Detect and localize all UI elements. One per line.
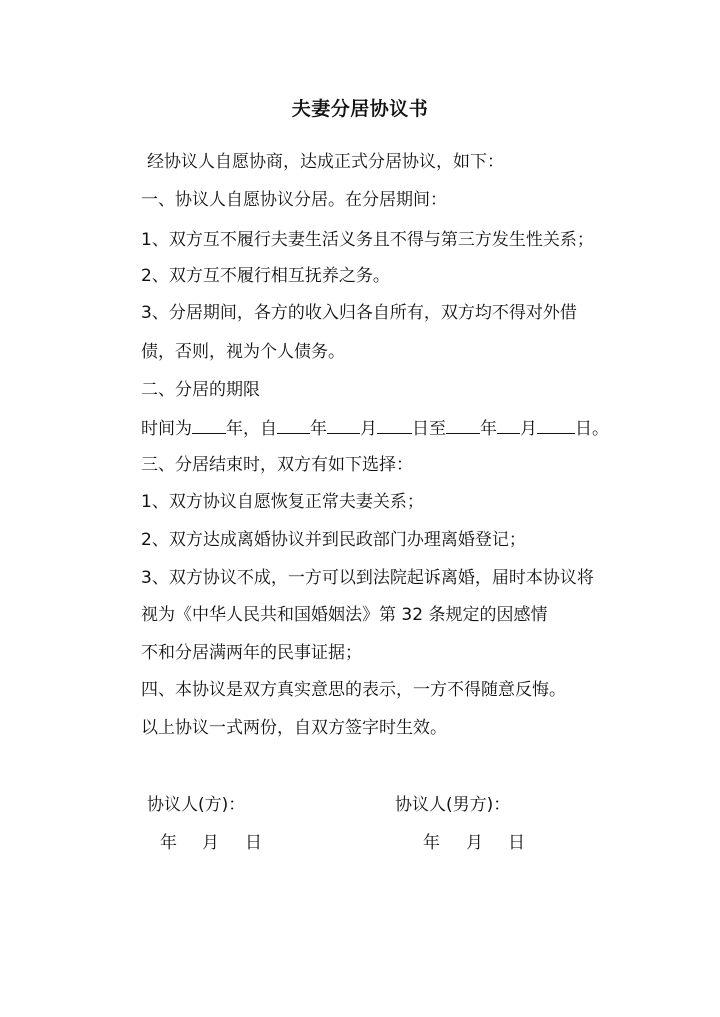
period-text-6: 年 — [480, 419, 497, 439]
section-2-heading: 二、分居的期限 — [141, 380, 260, 400]
period-text-2: 年，自 — [226, 419, 277, 439]
signature-label-right: 协议人(男方)： — [395, 795, 511, 815]
section-3-item-1: 1、双方协议自愿恢复正常夫妻关系； — [141, 492, 424, 512]
section-1-item-3-line-2: 债，否则，视为个人债务。 — [141, 342, 345, 362]
blank-field-start-day — [377, 416, 412, 434]
left-date-day: 日 — [245, 833, 262, 853]
section-1-heading: 一、协议人自愿协议分居。在分居期间： — [141, 190, 447, 210]
section-1-item-3-line-1: 3、分居期间，各方的收入归各自所有，双方均不得对外借 — [141, 303, 577, 323]
section-3-item-2: 2、双方达成离婚协议并到民政部门办理离婚登记； — [141, 530, 526, 550]
intro-paragraph: 经协议人自愿协商，达成正式分居协议，如下： — [147, 152, 504, 172]
right-date-year: 年 — [423, 833, 440, 853]
section-1-item-1: 1、双方互不履行夫妻生活义务且不得与第三方发生性关系； — [141, 230, 594, 250]
right-date-month: 月 — [466, 833, 483, 853]
document-title: 夫妻分居协议书 — [291, 98, 429, 120]
blank-field-years — [192, 416, 226, 434]
blank-field-end-day — [537, 416, 575, 434]
section-3-item-3-line-1: 3、双方协议不成，一方可以到法院起诉离婚，届时本协议将 — [141, 568, 594, 588]
blank-field-start-month — [327, 416, 360, 434]
section-3-heading: 三、分居结束时，双方有如下选择： — [141, 455, 413, 475]
section-3-item-3-line-2: 视为《中华人民共和国婚姻法》第 32 条规定的因感情 — [141, 605, 548, 625]
section-1-item-2: 2、双方互不履行相互抚养之务。 — [141, 266, 390, 286]
left-date-month: 月 — [202, 833, 219, 853]
period-text-5: 日至 — [412, 419, 446, 439]
period-text-1: 时间为 — [141, 419, 192, 439]
right-date-day: 日 — [508, 833, 525, 853]
left-date-year: 年 — [160, 833, 177, 853]
period-text-4: 月 — [360, 419, 377, 439]
period-text-7: 月 — [520, 419, 537, 439]
section-4-paragraph: 四、本协议是双方真实意思的表示，一方不得随意反悔。 — [141, 680, 566, 700]
effect-paragraph: 以上协议一式两份，自双方签字时生效。 — [141, 718, 447, 738]
blank-field-start-year — [277, 416, 310, 434]
period-text-3: 年 — [310, 419, 327, 439]
section-3-item-3-line-3: 不和分居满两年的民事证据； — [141, 643, 362, 663]
blank-field-end-month — [497, 416, 520, 434]
blank-field-end-year — [446, 416, 480, 434]
period-text-8: 日。 — [575, 419, 609, 439]
period-line — [141, 416, 609, 440]
signature-label-left: 协议人(方)： — [147, 795, 246, 815]
